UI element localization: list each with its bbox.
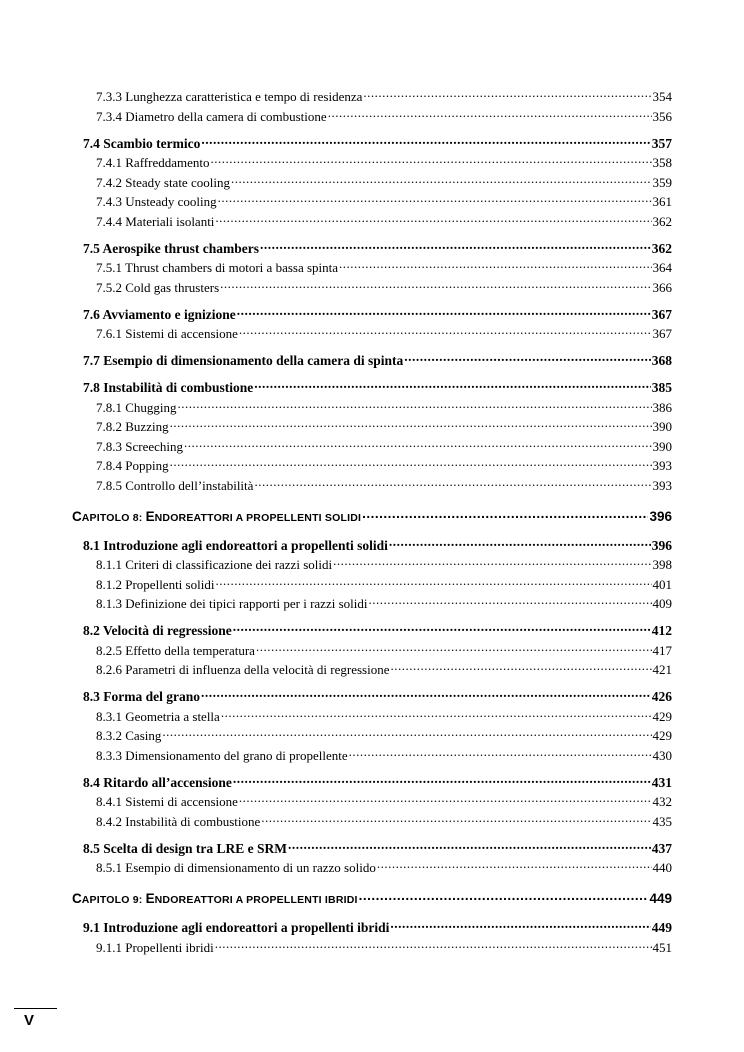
dot-leader [377, 859, 652, 872]
toc-entry-page: 417 [652, 642, 672, 658]
page-folio: V [24, 1012, 35, 1029]
dot-leader [333, 556, 651, 569]
toc-chapter[interactable] [72, 507, 672, 529]
toc-entry-page: 390 [652, 438, 672, 454]
toc-entry[interactable] [96, 418, 672, 438]
toc-entry[interactable] [96, 477, 672, 497]
toc-entry[interactable] [96, 859, 672, 879]
toc-entry[interactable] [96, 793, 672, 813]
toc-entry[interactable] [96, 438, 672, 458]
toc-entry[interactable] [96, 642, 672, 662]
toc-section-title: 7.8 Instabilità di combustione [83, 380, 254, 395]
toc-entry-title: 7.4.2 Steady state cooling [96, 174, 230, 190]
toc-entry[interactable] [96, 813, 672, 833]
toc-entry-page: 367 [652, 326, 672, 341]
dot-leader [256, 642, 652, 655]
dot-leader [390, 661, 651, 674]
toc-section[interactable] [83, 536, 672, 556]
dot-leader [210, 154, 651, 167]
toc-section[interactable] [83, 305, 672, 325]
dot-leader [359, 890, 649, 904]
toc-section-title: 8.4 Ritardo all’accensione [83, 774, 232, 790]
dot-leader [220, 279, 651, 292]
dot-leader [254, 379, 650, 393]
toc-entry-page: 435 [652, 813, 672, 829]
toc-entry-title: 7.6.1 Sistemi di accensione [96, 326, 238, 341]
dot-leader [231, 174, 652, 187]
toc-entry-title: 8.3.2 Casing [96, 728, 162, 743]
toc-section-page: 431 [651, 774, 672, 790]
toc-entry-title: 8.3.1 Geometria a stella [96, 708, 220, 724]
toc-section-title: 7.7 Esempio di dimensionamento della camera di spinta [83, 353, 404, 368]
dot-leader [162, 727, 651, 740]
toc-entry-page: 401 [652, 576, 672, 592]
dot-leader [178, 399, 652, 412]
toc-entry-page: 359 [652, 174, 672, 190]
toc-section-page: 357 [651, 135, 672, 151]
toc-entry-title: 7.4.1 Raffreddamento [96, 155, 210, 170]
dot-leader [215, 576, 651, 589]
toc-section-title: 7.4 Scambio termico [83, 135, 201, 151]
toc-section-title: 7.5 Aerospike thrust chambers [83, 240, 260, 256]
dot-leader [215, 213, 651, 226]
toc-entry[interactable] [96, 708, 672, 728]
dot-leader [363, 88, 651, 101]
toc-entry[interactable] [96, 727, 672, 747]
toc-entry[interactable] [96, 595, 672, 615]
toc-section[interactable] [83, 839, 672, 859]
toc-section[interactable] [83, 688, 672, 708]
toc-entry-title: 8.1.3 Definizione dei tipici rapporti per i razzi solidi [96, 596, 368, 611]
dot-leader [201, 688, 651, 702]
toc-entry-page: 429 [652, 708, 672, 724]
toc-entry-page: 430 [652, 747, 672, 763]
table-of-contents [0, 88, 744, 958]
dot-leader [288, 839, 651, 853]
toc-entry[interactable] [96, 174, 672, 194]
toc-entry[interactable] [96, 747, 672, 767]
dot-leader [390, 919, 650, 933]
dot-leader [218, 193, 652, 206]
dot-leader [239, 325, 652, 338]
toc-entry-title: 8.2.5 Effetto della temperatura [96, 642, 255, 658]
toc-entry-title: 7.5.2 Cold gas thrusters [96, 279, 220, 295]
toc-entry-page: 354 [652, 89, 672, 104]
toc-entry[interactable] [96, 325, 672, 345]
toc-entry[interactable] [96, 661, 672, 681]
toc-entry-title: 7.4.3 Unsteady cooling [96, 194, 217, 209]
toc-entry-page: 421 [652, 662, 672, 677]
toc-entry-title: 8.2.6 Parametri di influenza della velocità di regressione [96, 662, 390, 677]
toc-entry-page: 432 [652, 794, 672, 809]
dot-leader [362, 507, 648, 521]
toc-section-title: 8.2 Velocità di regressione [83, 623, 232, 638]
toc-entry[interactable] [96, 399, 672, 419]
toc-entry-title: 7.3.4 Diametro della camera di combustione [96, 108, 327, 124]
toc-entry-page: 451 [652, 939, 672, 955]
toc-entry-page: 386 [652, 399, 672, 415]
toc-entry-page: 393 [652, 458, 672, 473]
toc-entry[interactable] [96, 556, 672, 576]
dot-leader [404, 352, 650, 366]
toc-section[interactable] [83, 379, 672, 399]
toc-section[interactable] [83, 134, 672, 154]
toc-entry-page: 440 [652, 860, 672, 875]
toc-section-title: 8.1 Introduzione agli endoreattori a propellenti solidi [83, 537, 388, 553]
toc-entry-page: 429 [652, 728, 672, 743]
toc-section-page: 385 [651, 380, 672, 395]
dot-leader [237, 305, 651, 319]
toc-chapter-title: CAPITOLO 8: ENDOREATTORI A PROPELLENTI SOLIDI [72, 508, 362, 524]
toc-entry-title: 7.8.2 Buzzing [96, 419, 169, 434]
dot-leader [261, 813, 651, 826]
dot-leader [368, 595, 651, 608]
toc-section-page: 426 [651, 689, 672, 704]
toc-entry-title: 7.3.3 Lunghezza caratteristica e tempo di residenza [96, 89, 363, 104]
toc-entry-title: 7.8.4 Popping [96, 458, 169, 473]
dot-leader [233, 773, 651, 787]
toc-section-page: 396 [651, 537, 672, 553]
toc-section-page: 412 [651, 623, 672, 638]
toc-entry[interactable] [96, 279, 672, 299]
toc-section-title: 7.6 Avviamento e ignizione [83, 306, 236, 322]
toc-entry-page: 356 [652, 108, 672, 124]
dot-leader [239, 793, 652, 806]
dot-leader [339, 259, 651, 272]
dot-leader [349, 747, 652, 760]
dot-leader [328, 108, 652, 121]
toc-entry-page: 364 [652, 260, 672, 275]
toc-entry[interactable] [96, 939, 672, 959]
dot-leader [201, 134, 650, 148]
dot-leader [184, 438, 651, 451]
footer-rule [14, 1008, 57, 1009]
dot-leader [254, 477, 651, 490]
toc-entry-title: 8.4.1 Sistemi di accensione [96, 794, 238, 809]
dot-leader [389, 536, 651, 550]
toc-section[interactable] [83, 622, 672, 642]
dot-leader [260, 239, 651, 253]
toc-entry[interactable] [96, 154, 672, 174]
toc-section-page: 362 [651, 240, 672, 256]
toc-entry-page: 361 [652, 194, 672, 209]
toc-entry-page: 409 [652, 596, 672, 611]
toc-entry-page: 390 [652, 419, 672, 434]
toc-entry-page: 366 [652, 279, 672, 295]
toc-section-page: 449 [651, 920, 672, 935]
toc-entry-title: 7.8.5 Controllo dell’instabilità [96, 477, 254, 493]
toc-entry-title: 7.8.1 Chugging [96, 399, 177, 415]
dot-leader [233, 622, 651, 636]
toc-entry-page: 358 [652, 155, 672, 170]
toc-section[interactable] [83, 352, 672, 372]
toc-entry[interactable] [96, 213, 672, 233]
toc-section-page: 367 [651, 306, 672, 322]
toc-entry-title: 8.3.3 Dimensionamento del grano di propellente [96, 747, 348, 763]
toc-entry[interactable] [96, 259, 672, 279]
toc-section[interactable] [83, 919, 672, 939]
toc-section[interactable] [83, 239, 672, 259]
toc-entry[interactable] [96, 576, 672, 596]
toc-entry[interactable] [96, 108, 672, 128]
toc-chapter-page: 449 [649, 891, 672, 906]
toc-entry[interactable] [96, 88, 672, 108]
toc-section-page: 368 [651, 353, 672, 368]
toc-entry-page: 393 [652, 477, 672, 493]
dot-leader [221, 708, 652, 721]
toc-entry-title: 7.4.4 Materiali isolanti [96, 213, 215, 229]
toc-section-title: 8.3 Forma del grano [83, 689, 200, 704]
toc-section-page: 437 [651, 840, 672, 856]
dot-leader [215, 939, 652, 952]
toc-entry[interactable] [96, 193, 672, 213]
dot-leader [170, 457, 652, 470]
toc-entry-title: 8.1.1 Criteri di classificazione dei razzi solidi [96, 557, 333, 572]
toc-chapter-title: CAPITOLO 9: ENDOREATTORI A PROPELLENTI IBRIDI [72, 891, 358, 906]
toc-entry-title: 8.1.2 Propellenti solidi [96, 576, 215, 592]
toc-entry-title: 7.8.3 Screeching [96, 438, 184, 454]
dot-leader [170, 418, 652, 431]
toc-section-title: 9.1 Introduzione agli endoreattori a propellenti ibridi [83, 920, 390, 935]
toc-section[interactable] [83, 773, 672, 793]
toc-entry-page: 398 [652, 557, 672, 572]
toc-entry[interactable] [96, 457, 672, 477]
toc-entry-page: 362 [652, 213, 672, 229]
toc-chapter[interactable] [72, 890, 672, 912]
toc-entry-title: 7.5.1 Thrust chambers di motori a bassa spinta [96, 260, 339, 275]
toc-chapter-page: 396 [649, 508, 672, 524]
toc-entry-title: 8.5.1 Esempio di dimensionamento di un razzo solido [96, 860, 376, 875]
toc-entry-title: 8.4.2 Instabilità di combustione [96, 813, 261, 829]
toc-section-title: 8.5 Scelta di design tra LRE e SRM [83, 840, 287, 856]
toc-entry-title: 9.1.1 Propellenti ibridi [96, 939, 214, 955]
